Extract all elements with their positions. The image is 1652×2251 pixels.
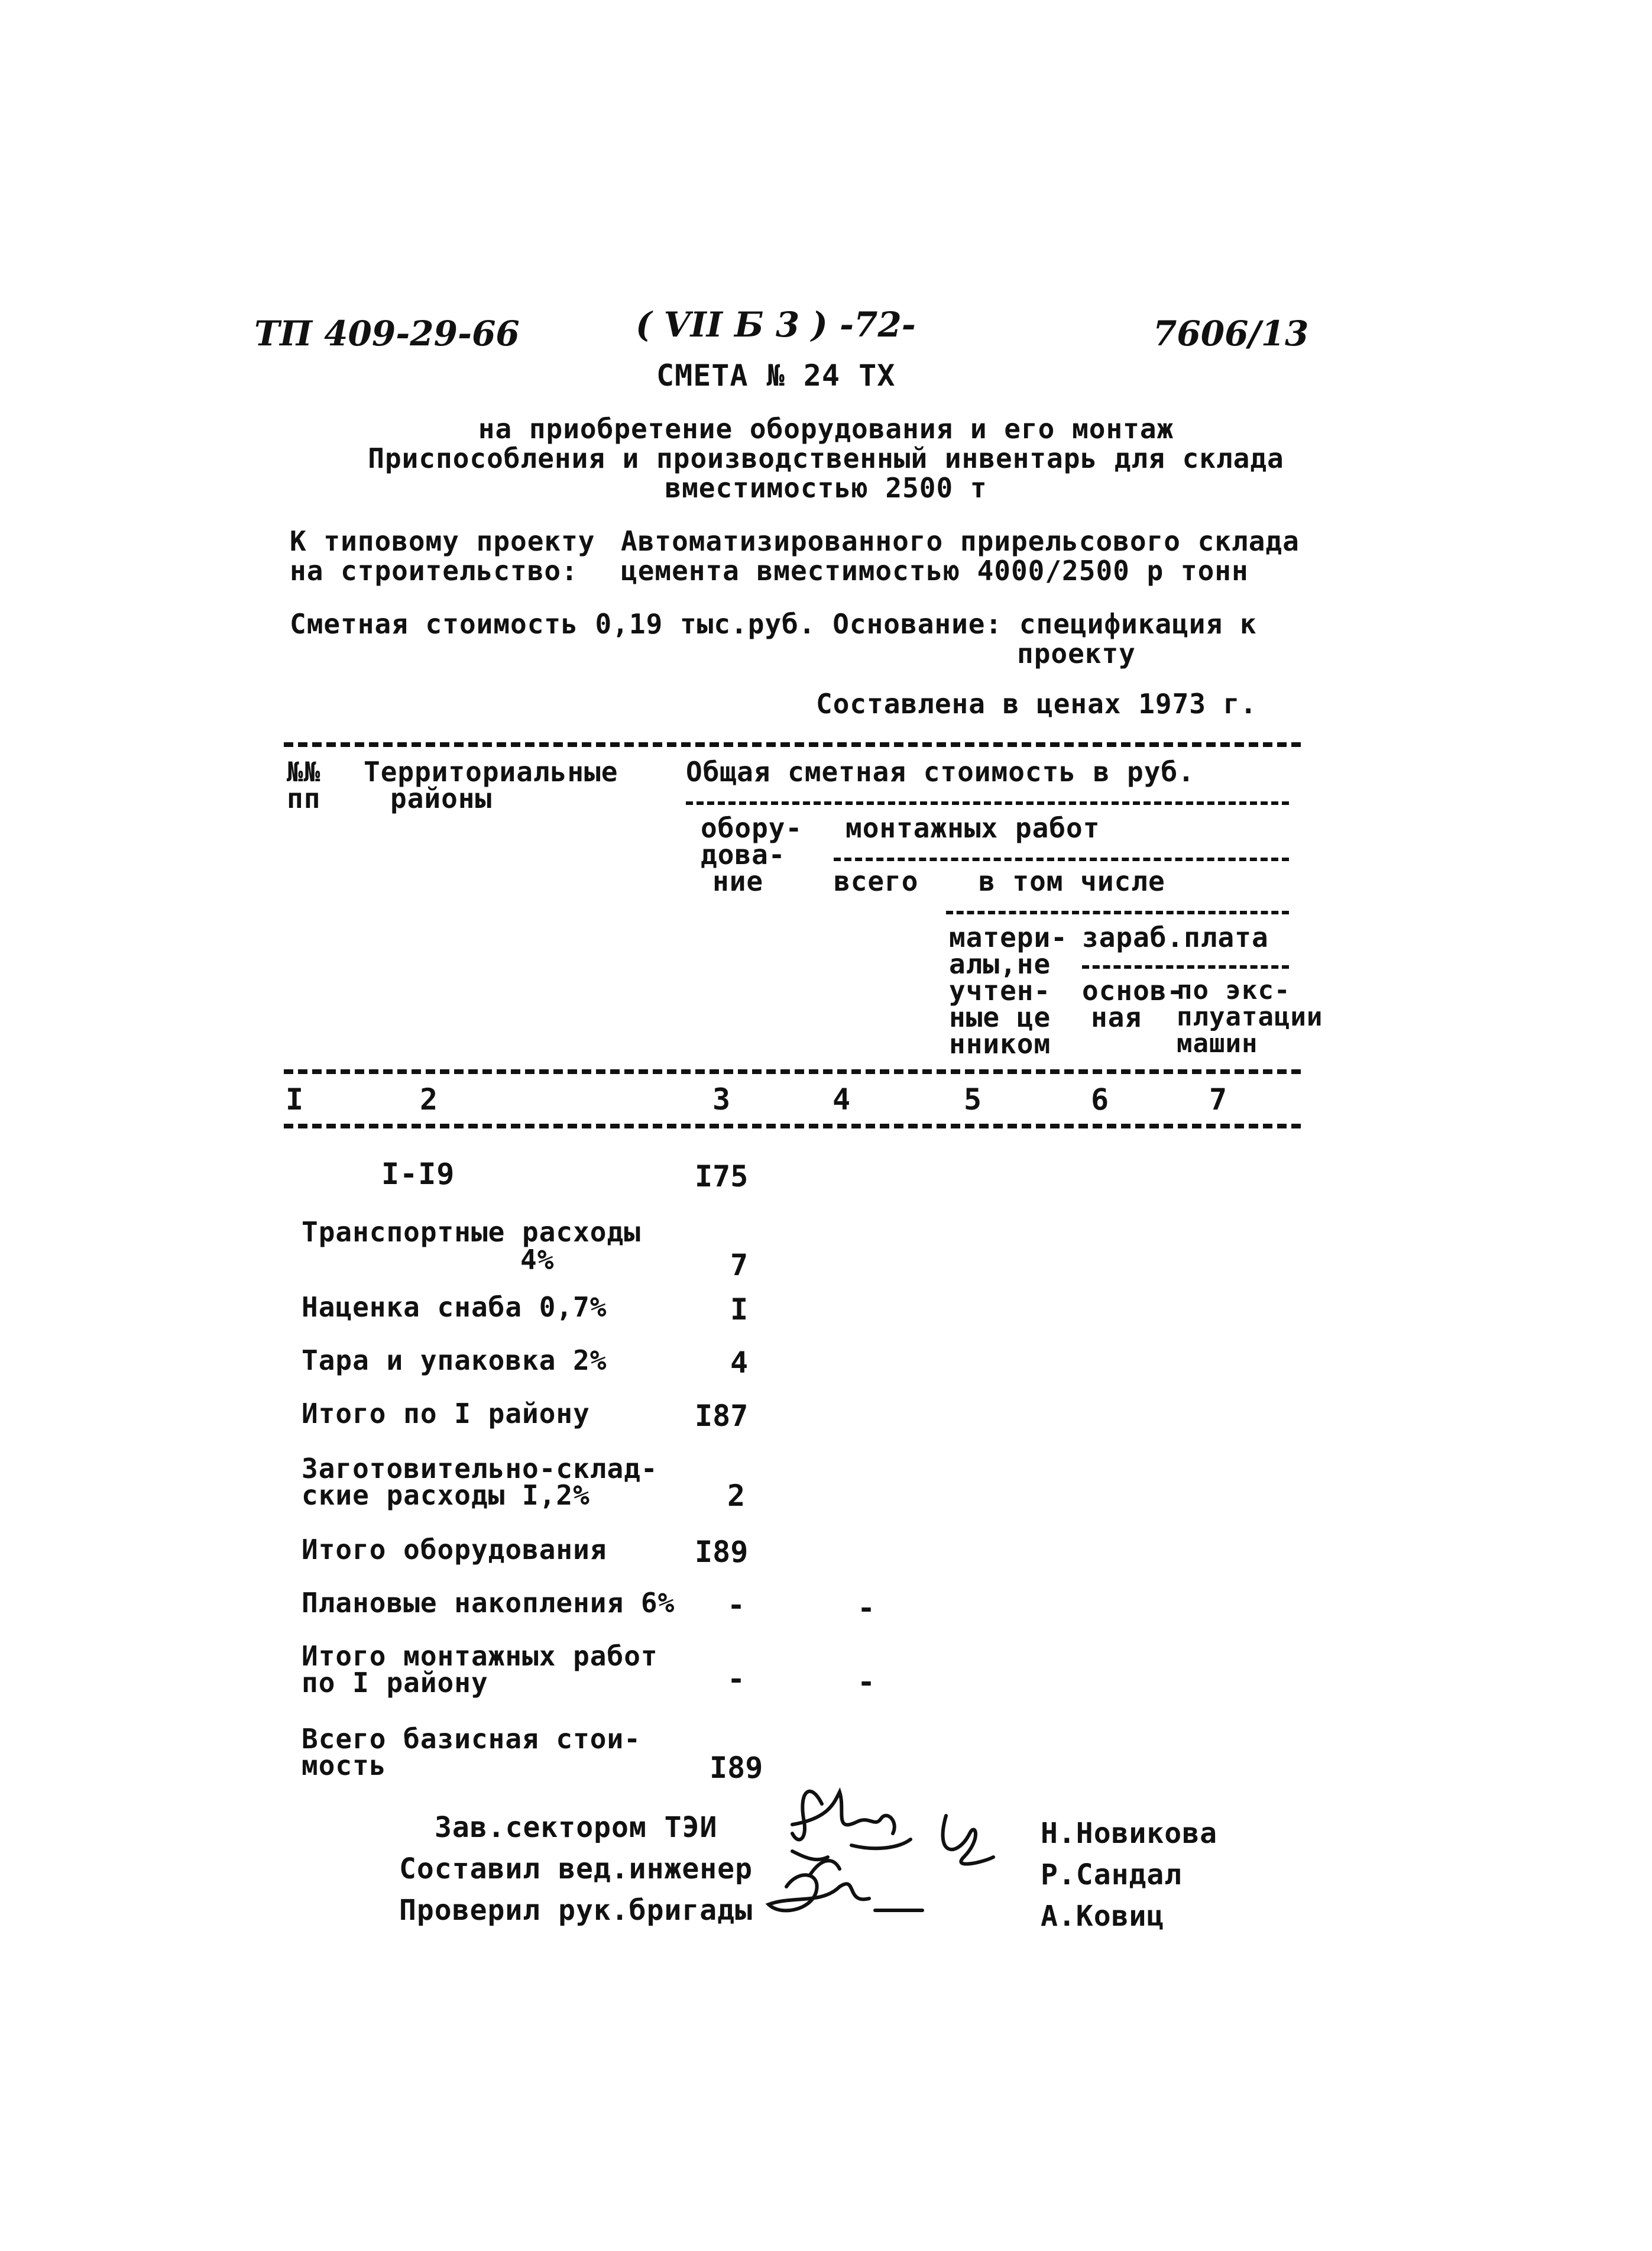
project-value-2: цемента вместимостью 4000/2500 р тонн bbox=[621, 555, 1249, 587]
table-row-label-2: ские расходы I,2% bbox=[302, 1479, 590, 1511]
document-code-right: 7606/13 bbox=[1153, 313, 1309, 354]
table-row-label: I-I9 bbox=[381, 1157, 455, 1191]
project-label-2: на строительство: bbox=[290, 555, 578, 587]
header-equipment-1: обору- bbox=[701, 812, 803, 844]
table-row-value-col4: - bbox=[857, 1591, 876, 1625]
table-row-value-col4: - bbox=[857, 1665, 876, 1699]
project-label-1: К типовому проекту bbox=[290, 525, 595, 557]
table-row-label: Итого монтажных работ bbox=[302, 1640, 658, 1672]
col-number-5: 5 bbox=[964, 1082, 982, 1117]
table-top-rule bbox=[284, 742, 1301, 747]
table-row-value: I75 bbox=[695, 1159, 749, 1194]
table-row-value: - bbox=[727, 1588, 746, 1622]
header-equipment-3: ние bbox=[712, 865, 764, 897]
table-row-label-2: по I району bbox=[302, 1667, 488, 1699]
header-installation: монтажных работ bbox=[846, 812, 1100, 844]
subtitle-line-1: на приобретение оборудования и его монтаж bbox=[478, 413, 1174, 445]
header-col1-line1: №№ bbox=[287, 756, 321, 788]
header-rule-4 bbox=[1082, 965, 1289, 969]
prices-line: Составлена в ценах 1973 г. bbox=[816, 688, 1258, 720]
table-row-label: Итого оборудования bbox=[302, 1534, 607, 1566]
signature-role: Составил вед.инженер bbox=[399, 1852, 753, 1885]
header-rule-1 bbox=[686, 801, 1289, 805]
subtitle-line-2: Приспособления и производственный инвентарь для склада bbox=[368, 442, 1284, 474]
signature-name: Р.Сандал bbox=[1041, 1858, 1183, 1891]
header-salary: зараб.плата bbox=[1082, 921, 1269, 953]
table-row-value: 2 bbox=[727, 1479, 746, 1513]
col-number-3: 3 bbox=[712, 1082, 731, 1117]
table-row-label-2: 4% bbox=[520, 1244, 555, 1276]
numbers-bottom-rule bbox=[284, 1124, 1301, 1128]
document-code-center: ( VII Б 3 ) -72- bbox=[636, 305, 916, 345]
col-number-7: 7 bbox=[1209, 1082, 1227, 1117]
col-number-2: 2 bbox=[420, 1082, 438, 1117]
header-basic-1: основ- bbox=[1082, 975, 1184, 1007]
col-number-4: 4 bbox=[833, 1082, 851, 1117]
signature-name: А.Ковиц bbox=[1041, 1900, 1165, 1933]
header-machines-1: по экс- bbox=[1177, 975, 1291, 1005]
signature-name: Н.Новикова bbox=[1041, 1817, 1217, 1850]
project-value-1: Автоматизированного прирельсового склада bbox=[621, 525, 1300, 557]
header-basic-2: ная bbox=[1091, 1001, 1142, 1033]
header-bottom-rule bbox=[284, 1069, 1301, 1074]
col-number-6: 6 bbox=[1091, 1082, 1109, 1117]
table-row-value: I89 bbox=[695, 1535, 749, 1569]
document-code-left: ТП 409-29-66 bbox=[254, 313, 520, 354]
table-row-label: Всего базисная стои- bbox=[302, 1723, 641, 1755]
estimate-title: СМЕТА № 24 ТХ bbox=[656, 358, 896, 393]
table-row-label: Наценка снаба 0,7% bbox=[302, 1291, 607, 1323]
table-row-value: 7 bbox=[730, 1248, 749, 1282]
table-row-label: Заготовительно-склад- bbox=[302, 1453, 658, 1485]
header-materials-2: алы,не bbox=[949, 948, 1051, 980]
header-total-cost: Общая сметная стоимость в руб. bbox=[686, 756, 1195, 788]
table-row-value: I89 bbox=[710, 1751, 763, 1785]
header-rule-2 bbox=[834, 858, 1289, 861]
header-materials-5: нником bbox=[949, 1028, 1051, 1060]
table-row-value: - bbox=[727, 1662, 746, 1696]
table-row-label: Транспортные расходы bbox=[302, 1216, 641, 1248]
estimated-cost-line: Сметная стоимость 0,19 тыс.руб. Основание: спецификация к bbox=[290, 608, 1257, 640]
header-equipment-2: дова- bbox=[701, 839, 786, 871]
header-machines-2: плуатации bbox=[1177, 1002, 1323, 1032]
header-machines-3: машин bbox=[1177, 1029, 1258, 1059]
table-row-label: Плановые накопления 6% bbox=[302, 1587, 675, 1619]
table-row-value: I87 bbox=[695, 1399, 749, 1433]
handwritten-signature bbox=[757, 1768, 1005, 1940]
table-row-label: Тара и упаковка 2% bbox=[302, 1344, 607, 1376]
header-rule-3 bbox=[946, 911, 1289, 914]
signature-role: Проверил рук.бригады bbox=[399, 1894, 753, 1927]
header-materials-4: ные це bbox=[949, 1001, 1051, 1033]
table-row-label: Итого по I району bbox=[302, 1398, 590, 1429]
table-row-label-2: мость bbox=[302, 1749, 387, 1781]
subtitle-line-3: вместимостью 2500 т bbox=[665, 472, 987, 504]
header-col2-line1: Территориальные bbox=[364, 756, 618, 788]
signature-role: Зав.сектором ТЭИ bbox=[435, 1811, 718, 1844]
table-row-value: I bbox=[730, 1292, 749, 1327]
header-including: в том числе bbox=[979, 865, 1165, 897]
table-row-value: 4 bbox=[730, 1346, 749, 1380]
estimated-cost-continuation: проекту bbox=[1017, 638, 1136, 670]
header-all: всего bbox=[834, 865, 919, 897]
header-col2-line2: районы bbox=[390, 782, 493, 814]
header-materials-1: матери- bbox=[949, 921, 1068, 953]
col-number-1: I bbox=[286, 1082, 304, 1117]
header-col1-line2: пп bbox=[287, 782, 321, 814]
header-materials-3: учтен- bbox=[949, 975, 1051, 1007]
